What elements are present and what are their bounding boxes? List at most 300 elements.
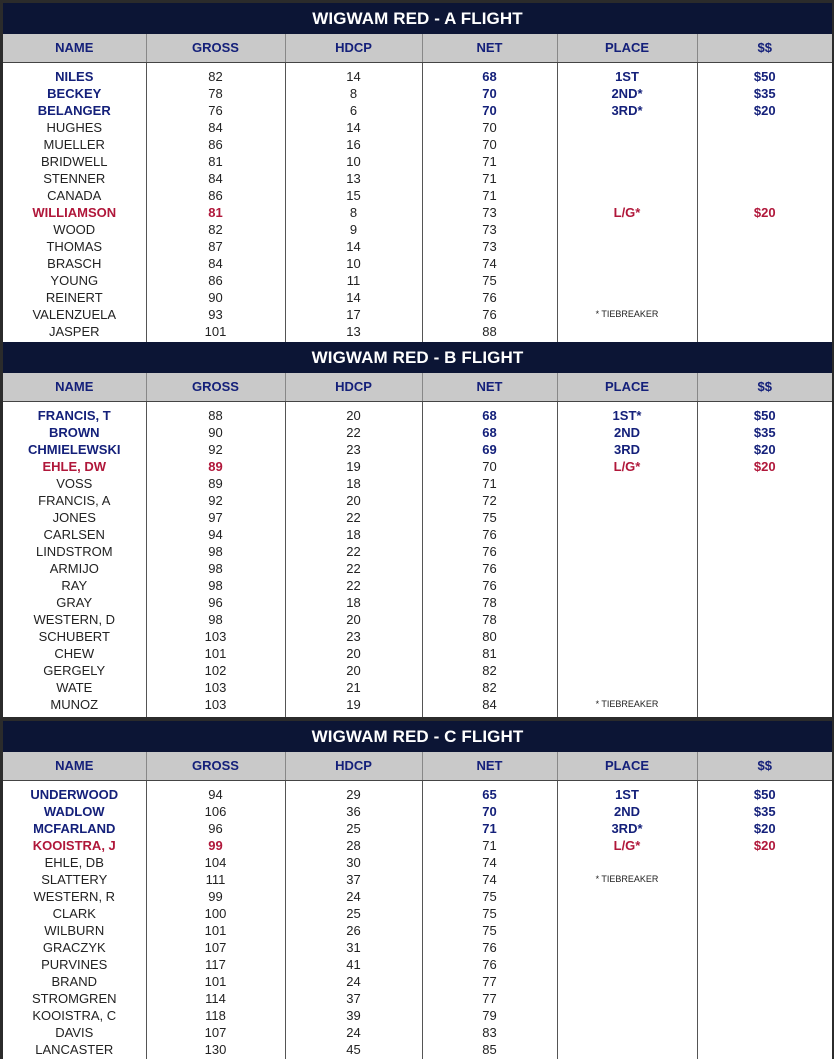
cell-net: 74 (422, 854, 557, 871)
cell-place (557, 594, 697, 611)
cell-place: 2ND (557, 803, 697, 820)
cell-name: LINDSTROM (3, 543, 146, 560)
table-row (3, 1041, 832, 1058)
cell-hdcp: 10 (285, 255, 422, 272)
cell-name: WILLIAMSON (3, 204, 146, 221)
cell-hdcp: 29 (285, 786, 422, 803)
flight-section (3, 3, 832, 344)
cell-place: 1ST* (557, 407, 697, 424)
cell-net: 75 (422, 922, 557, 939)
cell-money (697, 187, 832, 204)
cell-name: EHLE, DB (3, 854, 146, 871)
cell-gross: 82 (146, 68, 285, 85)
cell-net: 76 (422, 543, 557, 560)
cell-net: 75 (422, 888, 557, 905)
cell-name: WESTERN, D (3, 611, 146, 628)
cell-net: 75 (422, 272, 557, 289)
cell-name: LANCASTER (3, 1041, 146, 1058)
cell-place (557, 221, 697, 238)
cell-place (557, 255, 697, 272)
table-row (3, 119, 832, 136)
cell-name: KOOISTRA, C (3, 1007, 146, 1024)
table-row (3, 662, 832, 679)
cell-money: $35 (753, 425, 776, 440)
cell-gross: 94 (146, 526, 285, 543)
cell-net: 76 (422, 289, 557, 306)
cell-money: $20 (753, 459, 776, 474)
table-row (3, 1024, 832, 1041)
table-row (3, 102, 832, 119)
cell-hdcp: 28 (285, 837, 422, 854)
cell-hdcp: 8 (285, 204, 422, 221)
cell-gross: 89 (146, 458, 285, 475)
cell-name: VOSS (3, 475, 146, 492)
cell-place: L/G* (557, 458, 697, 475)
cell-hdcp: 16 (285, 136, 422, 153)
cell-hdcp: 22 (285, 543, 422, 560)
cell-name: JONES (3, 509, 146, 526)
cell-money: $20 (753, 205, 776, 220)
cell-net: 76 (422, 306, 557, 323)
cell-gross: 92 (146, 441, 285, 458)
cell-name: UNDERWOOD (3, 786, 146, 803)
cell-hdcp: 25 (285, 820, 422, 837)
cell-place (557, 645, 697, 662)
column-header: PLACE (557, 752, 697, 780)
header-row (3, 34, 832, 62)
cell-place (557, 289, 697, 306)
table-row (3, 221, 832, 238)
cell-name: STENNER (3, 170, 146, 187)
cell-net: 70 (422, 136, 557, 153)
cell-gross: 84 (146, 255, 285, 272)
cell-place (557, 119, 697, 136)
cell-money (697, 475, 832, 492)
cell-name: FRANCIS, T (3, 407, 146, 424)
cell-gross: 97 (146, 509, 285, 526)
table-row (3, 543, 832, 560)
cell-hdcp: 14 (285, 68, 422, 85)
cell-name: GRAY (3, 594, 146, 611)
cell-place: 3RD* (557, 820, 697, 837)
cell-money (697, 272, 832, 289)
cell-gross: 103 (146, 679, 285, 696)
table-row (3, 323, 832, 340)
cell-gross: 82 (146, 221, 285, 238)
results-table (3, 752, 832, 1059)
table-row (3, 560, 832, 577)
cell-name: KOOISTRA, J (3, 837, 146, 854)
cell-hdcp: 19 (285, 458, 422, 475)
cell-gross: 90 (146, 424, 285, 441)
cell-money (697, 594, 832, 611)
cell-money (697, 628, 832, 645)
cell-name: SCHUBERT (3, 628, 146, 645)
cell-name: BRAND (3, 973, 146, 990)
cell-gross: 104 (146, 854, 285, 871)
cell-place (557, 153, 697, 170)
cell-money (697, 645, 832, 662)
cell-name: THOMAS (3, 238, 146, 255)
table-row (3, 594, 832, 611)
table-row (3, 441, 832, 458)
cell-gross: 90 (146, 289, 285, 306)
cell-net: 76 (422, 577, 557, 594)
cell-money (697, 136, 832, 153)
cell-net: 76 (422, 939, 557, 956)
table-row (3, 458, 832, 475)
cell-name: BECKEY (3, 85, 146, 102)
table-row (3, 990, 832, 1007)
cell-net: 71 (422, 187, 557, 204)
cell-net: 75 (422, 905, 557, 922)
cell-name: CANADA (3, 187, 146, 204)
cell-place: * TIEBREAKER (557, 871, 697, 888)
cell-name: MCFARLAND (3, 820, 146, 837)
table-row (3, 68, 832, 85)
cell-gross: 81 (146, 153, 285, 170)
cell-money (697, 289, 832, 306)
cell-name: CARLSEN (3, 526, 146, 543)
cell-money (697, 323, 832, 340)
cell-gross: 102 (146, 662, 285, 679)
cell-hdcp: 24 (285, 973, 422, 990)
cell-name: GRACZYK (3, 939, 146, 956)
column-header: HDCP (285, 752, 422, 780)
table-row (3, 956, 832, 973)
cell-place (557, 543, 697, 560)
cell-gross: 107 (146, 1024, 285, 1041)
cell-name: BELANGER (3, 102, 146, 119)
cell-net: 82 (422, 662, 557, 679)
cell-net: 74 (422, 255, 557, 272)
cell-gross: 101 (146, 973, 285, 990)
table-row (3, 136, 832, 153)
table-row (3, 204, 832, 221)
cell-name: NILES (3, 68, 146, 85)
cell-name: STROMGREN (3, 990, 146, 1007)
cell-hdcp: 30 (285, 854, 422, 871)
cell-place (557, 170, 697, 187)
cell-net: 76 (422, 560, 557, 577)
table-row (3, 803, 832, 820)
cell-gross: 89 (146, 475, 285, 492)
cell-hdcp: 11 (285, 272, 422, 289)
cell-place: L/G* (557, 204, 697, 221)
cell-place (557, 509, 697, 526)
column-header: NAME (3, 752, 146, 780)
cell-place (557, 1007, 697, 1024)
cell-hdcp: 24 (285, 888, 422, 905)
cell-place (557, 973, 697, 990)
cell-gross: 81 (146, 204, 285, 221)
cell-name: ARMIJO (3, 560, 146, 577)
cell-hdcp: 24 (285, 1024, 422, 1041)
cell-money (697, 1041, 832, 1058)
cell-net: 70 (422, 85, 557, 102)
cell-hdcp: 20 (285, 611, 422, 628)
cell-gross: 99 (146, 837, 285, 854)
cell-money: $50 (753, 69, 776, 84)
cell-hdcp: 13 (285, 170, 422, 187)
cell-gross: 88 (146, 407, 285, 424)
cell-place (557, 990, 697, 1007)
cell-money (697, 306, 832, 323)
cell-money: $20 (753, 821, 776, 836)
cell-net: 68 (422, 68, 557, 85)
cell-gross: 106 (146, 803, 285, 820)
cell-hdcp: 20 (285, 645, 422, 662)
table-row (3, 272, 832, 289)
table-row (3, 939, 832, 956)
cell-net: 70 (422, 803, 557, 820)
cell-hdcp: 41 (285, 956, 422, 973)
cell-place (557, 475, 697, 492)
cell-gross: 98 (146, 611, 285, 628)
cell-money (697, 1007, 832, 1024)
cell-place (557, 854, 697, 871)
column-header: NET (422, 34, 557, 62)
cell-money (697, 922, 832, 939)
cell-hdcp: 17 (285, 306, 422, 323)
cell-name: CHMIELEWSKI (3, 441, 146, 458)
cell-gross: 117 (146, 956, 285, 973)
cell-net: 74 (422, 871, 557, 888)
table-row (3, 255, 832, 272)
cell-name: BRASCH (3, 255, 146, 272)
table-row (3, 820, 832, 837)
cell-hdcp: 8 (285, 85, 422, 102)
cell-name: GERGELY (3, 662, 146, 679)
cell-place: * TIEBREAKER (557, 696, 697, 713)
table-row (3, 888, 832, 905)
cell-money: $50 (753, 408, 776, 423)
table-row (3, 424, 832, 441)
cell-gross: 103 (146, 696, 285, 713)
cell-hdcp: 22 (285, 424, 422, 441)
cell-net: 88 (422, 323, 557, 340)
column-header: NET (422, 752, 557, 780)
cell-gross: 130 (146, 1041, 285, 1058)
cell-gross: 86 (146, 272, 285, 289)
table-row (3, 696, 832, 713)
table-row (3, 786, 832, 803)
cell-gross: 86 (146, 136, 285, 153)
cell-net: 84 (422, 696, 557, 713)
cell-hdcp: 31 (285, 939, 422, 956)
cell-name: JASPER (3, 323, 146, 340)
cell-net: 78 (422, 594, 557, 611)
column-header: HDCP (285, 34, 422, 62)
cell-place (557, 956, 697, 973)
header-row (3, 373, 832, 401)
table-row (3, 187, 832, 204)
table-row (3, 922, 832, 939)
cell-gross: 98 (146, 543, 285, 560)
cell-money: $20 (753, 838, 776, 853)
cell-net: 72 (422, 492, 557, 509)
cell-money (697, 871, 832, 888)
cell-money: $20 (753, 442, 776, 457)
cell-gross: 96 (146, 820, 285, 837)
cell-net: 79 (422, 1007, 557, 1024)
cell-money (697, 611, 832, 628)
cell-name: WOOD (3, 221, 146, 238)
cell-name: BRIDWELL (3, 153, 146, 170)
cell-money (697, 255, 832, 272)
cell-hdcp: 22 (285, 577, 422, 594)
cell-hdcp: 22 (285, 560, 422, 577)
cell-place (557, 238, 697, 255)
cell-gross: 101 (146, 645, 285, 662)
cell-hdcp: 23 (285, 441, 422, 458)
column-header: PLACE (557, 34, 697, 62)
table-row (3, 905, 832, 922)
cell-name: YOUNG (3, 272, 146, 289)
cell-net: 73 (422, 221, 557, 238)
cell-name: SLATTERY (3, 871, 146, 888)
header-row (3, 752, 832, 780)
cell-place: 3RD (557, 441, 697, 458)
cell-money (697, 973, 832, 990)
cell-place (557, 628, 697, 645)
cell-hdcp: 13 (285, 323, 422, 340)
table-row (3, 153, 832, 170)
column-header: NET (422, 373, 557, 401)
cell-gross: 111 (146, 871, 285, 888)
table-row (3, 85, 832, 102)
cell-gross: 92 (146, 492, 285, 509)
cell-name: MUELLER (3, 136, 146, 153)
cell-net: 71 (422, 837, 557, 854)
cell-hdcp: 23 (285, 628, 422, 645)
cell-money (697, 153, 832, 170)
cell-hdcp: 14 (285, 289, 422, 306)
cell-net: 78 (422, 611, 557, 628)
table-row (3, 628, 832, 645)
cell-gross: 98 (146, 560, 285, 577)
cell-place (557, 577, 697, 594)
cell-hdcp: 36 (285, 803, 422, 820)
table-row (3, 854, 832, 871)
cell-hdcp: 25 (285, 905, 422, 922)
cell-place (557, 492, 697, 509)
cell-money (697, 854, 832, 871)
cell-gross: 87 (146, 238, 285, 255)
cell-gross: 96 (146, 594, 285, 611)
cell-gross: 78 (146, 85, 285, 102)
flight-title: WIGWAM RED - C FLIGHT (3, 721, 832, 752)
cell-hdcp: 14 (285, 238, 422, 255)
table-row (3, 170, 832, 187)
table-row (3, 611, 832, 628)
cell-net: 77 (422, 990, 557, 1007)
flight-section (3, 342, 832, 717)
cell-place (557, 526, 697, 543)
cell-place (557, 272, 697, 289)
cell-net: 68 (422, 424, 557, 441)
cell-hdcp: 39 (285, 1007, 422, 1024)
cell-money (697, 492, 832, 509)
cell-gross: 84 (146, 170, 285, 187)
cell-gross: 101 (146, 922, 285, 939)
results-table (3, 373, 832, 717)
cell-name: WESTERN, R (3, 888, 146, 905)
cell-money (697, 509, 832, 526)
cell-money (697, 956, 832, 973)
cell-net: 85 (422, 1041, 557, 1058)
cell-place (557, 136, 697, 153)
cell-place: 1ST (557, 68, 697, 85)
cell-hdcp: 10 (285, 153, 422, 170)
cell-money (697, 560, 832, 577)
cell-place: 2ND* (557, 85, 697, 102)
cell-name: WATE (3, 679, 146, 696)
cell-hdcp: 21 (285, 679, 422, 696)
table-row (3, 526, 832, 543)
cell-money (697, 543, 832, 560)
cell-net: 70 (422, 102, 557, 119)
cell-hdcp: 18 (285, 594, 422, 611)
table-row (3, 492, 832, 509)
cell-place: 2ND (557, 424, 697, 441)
table-row (3, 509, 832, 526)
cell-name: DAVIS (3, 1024, 146, 1041)
cell-money: $35 (753, 86, 776, 101)
cell-hdcp: 37 (285, 871, 422, 888)
cell-gross: 94 (146, 786, 285, 803)
cell-money (697, 939, 832, 956)
table-row (3, 679, 832, 696)
cell-place (557, 905, 697, 922)
cell-name: BROWN (3, 424, 146, 441)
cell-place: L/G* (557, 837, 697, 854)
cell-hdcp: 19 (285, 696, 422, 713)
cell-name: WILBURN (3, 922, 146, 939)
results-table (3, 34, 832, 344)
table-row (3, 407, 832, 424)
cell-name: RAY (3, 577, 146, 594)
cell-net: 73 (422, 204, 557, 221)
cell-place (557, 1024, 697, 1041)
column-header: $$ (697, 373, 832, 401)
cell-net: 71 (422, 820, 557, 837)
cell-gross: 86 (146, 187, 285, 204)
cell-net: 71 (422, 475, 557, 492)
cell-gross: 114 (146, 990, 285, 1007)
cell-hdcp: 20 (285, 407, 422, 424)
cell-gross: 93 (146, 306, 285, 323)
cell-hdcp: 9 (285, 221, 422, 238)
cell-hdcp: 26 (285, 922, 422, 939)
cell-gross: 99 (146, 888, 285, 905)
cell-money: $35 (753, 804, 776, 819)
cell-place (557, 1041, 697, 1058)
column-header: NAME (3, 373, 146, 401)
table-row (3, 645, 832, 662)
cell-gross: 101 (146, 323, 285, 340)
cell-net: 75 (422, 509, 557, 526)
cell-gross: 107 (146, 939, 285, 956)
cell-money (697, 170, 832, 187)
cell-money: $50 (753, 787, 776, 802)
table-row (3, 238, 832, 255)
cell-money (697, 526, 832, 543)
cell-name: EHLE, DW (3, 458, 146, 475)
cell-place (557, 888, 697, 905)
table-row (3, 871, 832, 888)
cell-place (557, 662, 697, 679)
